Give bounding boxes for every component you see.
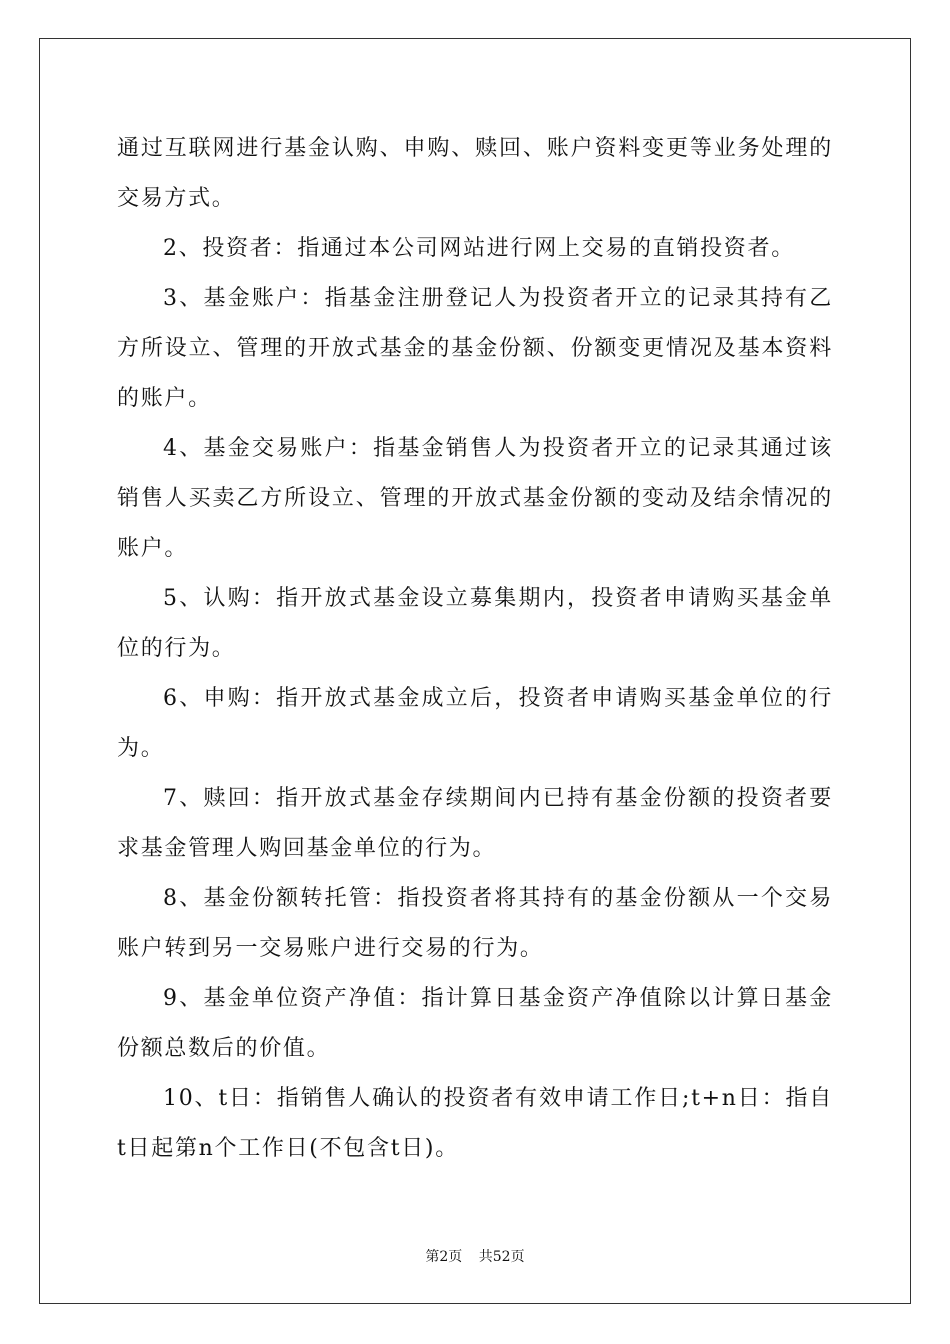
paragraph-10: 10、t日：指销售人确认的投资者有效申请工作日;t+n日：指自t日起第n个工作日(不包含t日)。	[117, 1086, 833, 1161]
page-number: 第2页	[425, 1249, 463, 1265]
paragraph-7: 7、赎回：指开放式基金存续期间内已持有基金份额的投资者要求基金管理人购回基金单位的行为。	[117, 786, 833, 861]
paragraph-4: 4、基金交易账户：指基金销售人为投资者开立的记录其通过该销售人买卖乙方所设立、管理的开放式基金份额的变动及结余情况的账户。	[117, 436, 833, 561]
paragraph-5: 5、认购：指开放式基金设立募集期内，投资者申请购买基金单位的行为。	[117, 586, 833, 661]
page-total: 共52页	[478, 1249, 525, 1265]
paragraph-3: 3、基金账户：指基金注册登记人为投资者开立的记录其持有乙方所设立、管理的开放式基金的基金份额、份额变更情况及基本资料的账户。	[117, 286, 833, 411]
paragraph-9: 9、基金单位资产净值：指计算日基金资产净值除以计算日基金份额总数后的价值。	[117, 986, 833, 1061]
paragraph-8: 8、基金份额转托管：指投资者将其持有的基金份额从一个交易账户转到另一交易账户进行交易的行为。	[117, 886, 833, 961]
paragraph-1: 通过互联网进行基金认购、申购、赎回、账户资料变更等业务处理的交易方式。	[117, 136, 833, 211]
paragraph-6: 6、申购：指开放式基金成立后，投资者申请购买基金单位的行为。	[117, 686, 833, 761]
paragraph-2: 2、投资者：指通过本公司网站进行网上交易的直销投资者。	[163, 236, 795, 261]
page-footer	[0, 1246, 950, 1266]
document-body	[117, 124, 833, 1174]
